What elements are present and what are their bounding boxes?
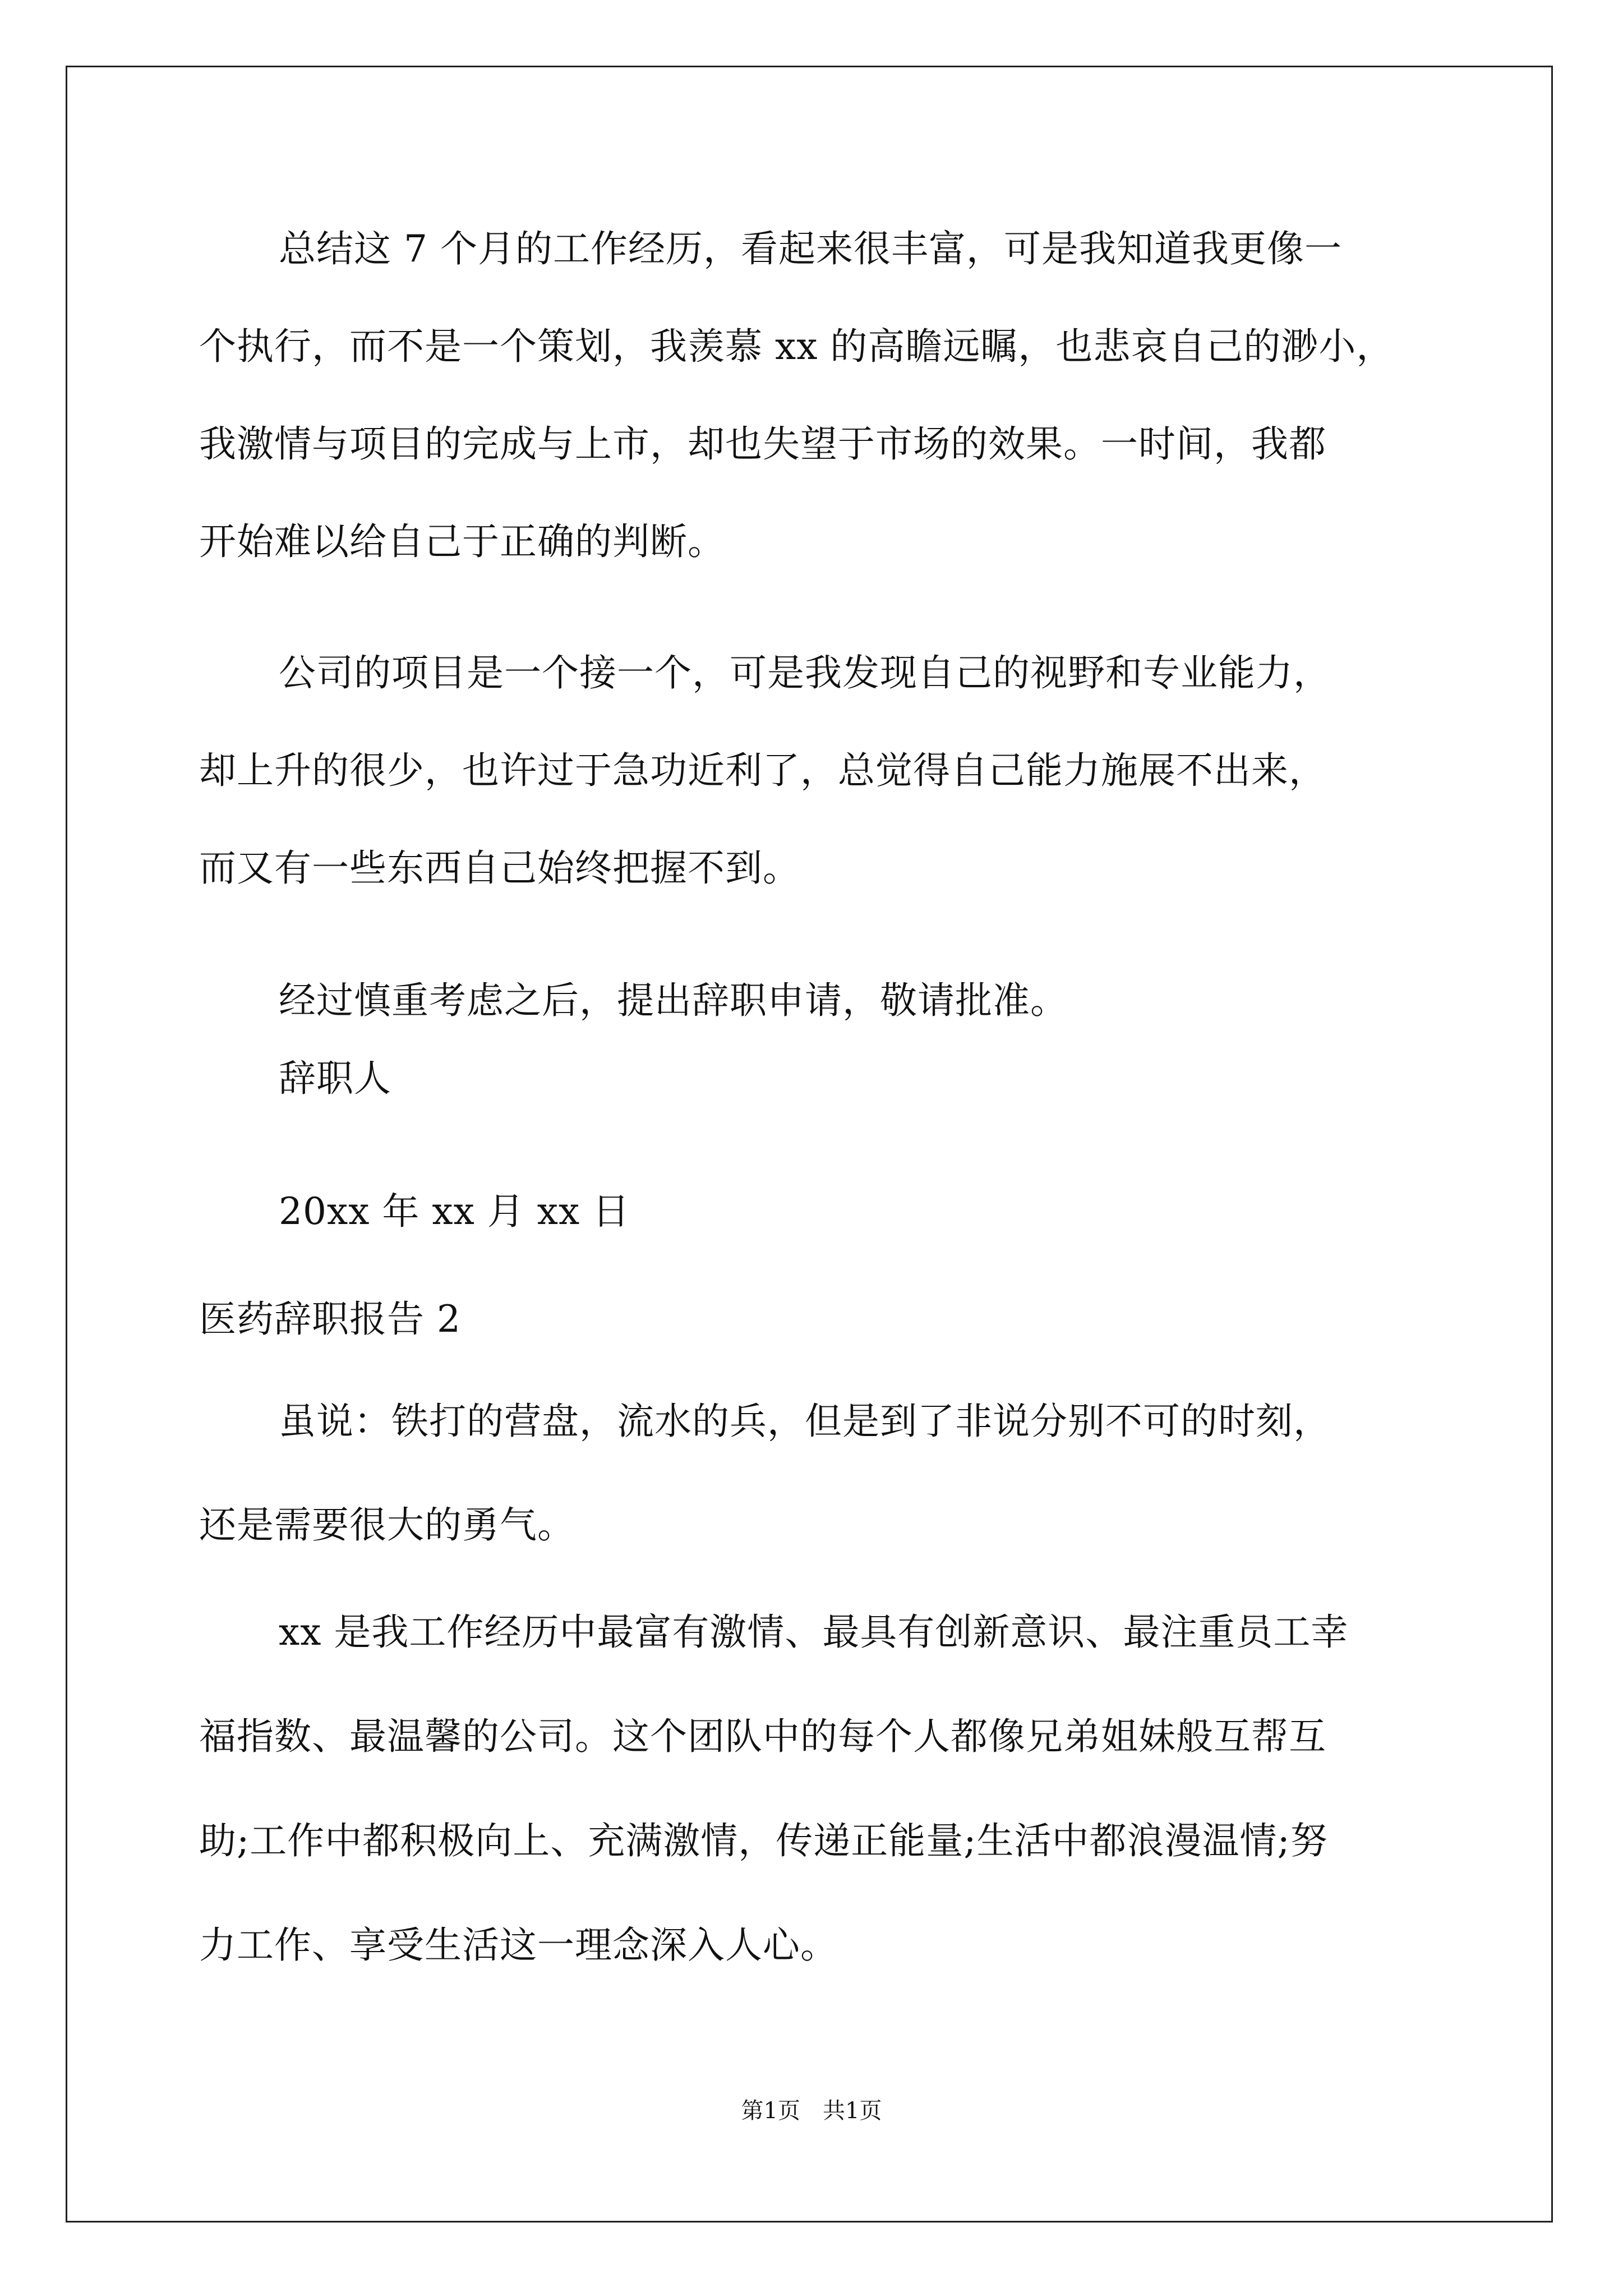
paragraph-line: 个执行，而不是一个策划，我羡慕 xx 的高瞻远瞩，也悲哀自己的渺小， <box>199 325 1394 368</box>
signature-label: 辞职人 <box>279 1057 391 1100</box>
page-border <box>66 66 1553 2223</box>
paragraph-line: xx 是我工作经历中最富有激情、最具有创新意识、最注重员工幸 <box>279 1611 1349 1654</box>
section-heading: 医药辞职报告 2 <box>199 1297 461 1341</box>
paragraph-line: 却上升的很少，也许过于急功近利了，总觉得自己能力施展不出来， <box>199 749 1326 792</box>
paragraph-line: 助;工作中都积极向上、充满激情，传递正能量;生活中都浪漫温情;努 <box>199 1819 1328 1862</box>
paragraph-line: 公司的项目是一个接一个，可是我发现自己的视野和专业能力， <box>279 651 1331 694</box>
paragraph-line: 还是需要很大的勇气。 <box>199 1503 575 1547</box>
date-line: 20xx 年 xx 月 xx 日 <box>279 1190 630 1233</box>
paragraph-line: 开始难以给自己于正确的判断。 <box>199 520 725 563</box>
page-footer: 第1页 共1页 <box>741 2098 882 2124</box>
paragraph-line: 经过慎重考虑之后，提出辞职申请，敬请批准。 <box>279 979 1068 1022</box>
paragraph-line: 力工作、享受生活这一理念深入人心。 <box>199 1924 838 1967</box>
paragraph-line: 福指数、最温馨的公司。这个团队中的每个人都像兄弟姐妹般互帮互 <box>199 1715 1326 1758</box>
paragraph-line: 总结这 7 个月的工作经历，看起来很丰富，可是我知道我更像一 <box>279 227 1342 270</box>
paragraph-line: 虽说：铁打的营盘，流水的兵，但是到了非说分别不可的时刻， <box>279 1400 1331 1443</box>
paragraph-line: 我激情与项目的完成与上市，却也失望于市场的效果。一时间，我都 <box>199 422 1326 466</box>
paragraph-line: 而又有一些东西自己始终把握不到。 <box>199 846 800 890</box>
